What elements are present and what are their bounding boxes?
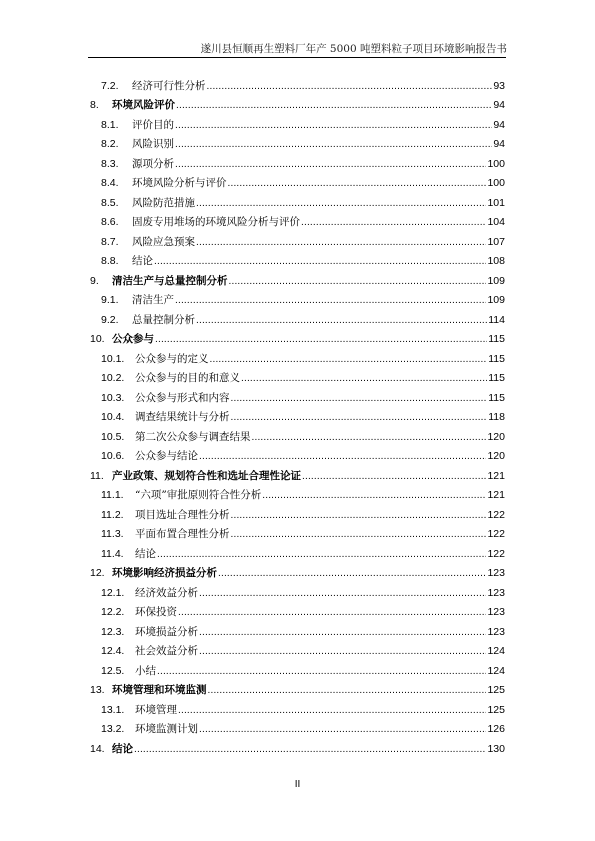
toc-entry-title: 环境损益分析 (135, 625, 198, 638)
toc-entry[interactable] (90, 131, 505, 151)
toc-entry[interactable] (90, 150, 505, 170)
toc-entry-number: 13.1. (101, 703, 125, 716)
toc-entry[interactable] (90, 579, 505, 599)
toc-entry-title: 风险识别 (132, 138, 174, 150)
toc-leader-dots (210, 353, 488, 365)
toc-entry-title: “六项”审批原则符合性分析 (135, 489, 262, 501)
toc-entry-title: 固废专用堆场的环境风险分析与评价 (132, 216, 300, 228)
toc-entry-number: 10.5. (101, 430, 125, 443)
toc-leader-dots (231, 528, 487, 540)
toc-leader-dots (134, 743, 486, 755)
toc-entry-number: 13.2. (101, 723, 125, 735)
toc-entry-page: 122 (487, 547, 505, 560)
toc-entry-page: 115 (488, 391, 505, 404)
toc-entry-number: 14. (90, 742, 105, 755)
toc-entry[interactable] (90, 482, 505, 502)
toc-entry-title: 环境风险评价 (112, 99, 175, 111)
toc-entry-title: 风险应急预案 (132, 235, 195, 248)
toc-leader-dots (196, 314, 487, 326)
toc-entry-number: 10.3. (101, 391, 125, 404)
toc-leader-dots (196, 197, 486, 209)
toc-entry-title: 产业政策、规划符合性和选址合理性论证 (112, 469, 301, 482)
running-header: 遂川县恒顺再生塑料厂年产 5000 吨塑料粒子项目环境影响报告书 (200, 43, 507, 55)
toc-entry-title: 源项分析 (132, 157, 174, 170)
toc-entry[interactable] (90, 189, 505, 209)
toc-entry[interactable] (90, 404, 505, 424)
toc-entry-page: 100 (487, 157, 505, 170)
toc-leader-dots (229, 275, 487, 287)
toc-entry-title: 公众参与结论 (135, 450, 198, 462)
toc-leader-dots (178, 704, 486, 716)
toc-entry-page: 125 (487, 684, 505, 696)
toc-entry-number: 10.1. (101, 352, 125, 365)
toc-entry-title: 清洁生产 (132, 294, 174, 306)
toc-entry[interactable] (90, 72, 505, 92)
toc-leader-dots (199, 645, 486, 657)
toc-entry-number: 8.6. (101, 216, 119, 228)
toc-entry-page: 121 (487, 489, 505, 501)
toc-leader-dots (208, 684, 487, 696)
toc-entry-number: 11. (90, 469, 104, 482)
toc-entry[interactable] (90, 501, 505, 521)
toc-entry-number: 11.4. (101, 547, 124, 560)
toc-entry-number: 8.1. (101, 118, 119, 131)
toc-entry-number: 8.8. (101, 255, 119, 267)
toc-entry-page: 122 (487, 528, 505, 540)
toc-entry-title: 小结 (135, 664, 156, 677)
toc-leader-dots (231, 392, 488, 404)
toc-leader-dots (175, 158, 486, 170)
toc-entry[interactable] (90, 384, 505, 404)
toc-entry[interactable] (90, 423, 505, 443)
toc-leader-dots (176, 99, 492, 111)
toc-leader-dots (196, 236, 486, 248)
toc-entry-page: 108 (487, 255, 505, 267)
toc-entry-page: 126 (487, 723, 505, 735)
toc-leader-dots (231, 509, 487, 521)
toc-entry[interactable] (90, 111, 505, 131)
toc-entry[interactable] (90, 716, 505, 736)
toc-entry-title: 环保投资 (135, 606, 177, 618)
toc-entry-page: 107 (487, 235, 505, 248)
toc-entry-title: 清洁生产与总量控制分析 (112, 274, 228, 287)
toc-entry-page: 123 (487, 625, 505, 638)
toc-entry-number: 10.4. (101, 411, 125, 423)
toc-entry[interactable] (90, 560, 505, 580)
toc-leader-dots (199, 723, 486, 735)
toc-entry-title: 调查结果统计与分析 (135, 411, 230, 423)
toc-entry-number: 12.5. (101, 664, 125, 677)
toc-entry-title: 第二次公众参与调查结果 (135, 430, 251, 443)
toc-entry[interactable] (90, 267, 505, 287)
toc-entry[interactable] (90, 287, 505, 307)
toc-entry-page: 130 (487, 742, 505, 755)
toc-leader-dots (175, 294, 486, 306)
toc-entry-title: 环境管理和环境监测 (112, 684, 207, 696)
toc-entry-number: 10.2. (101, 372, 125, 384)
toc-entry-title: 公众参与形式和内容 (135, 391, 230, 404)
toc-leader-dots (157, 548, 486, 560)
toc-entry-title: 环境管理 (135, 703, 177, 716)
toc-entry-title: 环境风险分析与评价 (132, 177, 227, 189)
toc-entry-page: 125 (487, 703, 505, 716)
toc-entry-page: 94 (493, 99, 505, 111)
toc-entry-number: 12. (90, 567, 105, 579)
toc-entry-page: 93 (493, 79, 505, 92)
toc-entry-number: 10.6. (101, 450, 125, 462)
toc-entry-number: 8. (90, 99, 99, 111)
toc-entry-title: 公众参与的定义 (135, 352, 209, 365)
toc-leader-dots (207, 80, 493, 92)
toc-leader-dots (231, 411, 488, 423)
page-number: II (294, 779, 301, 790)
toc-leader-dots (218, 567, 486, 579)
toc-entry-page: 124 (487, 664, 505, 677)
toc-entry-page: 123 (487, 606, 505, 618)
toc-entry[interactable] (90, 521, 505, 541)
toc-entry-title: 总量控制分析 (132, 313, 195, 326)
toc-entry[interactable] (90, 443, 505, 463)
toc-leader-dots (228, 177, 487, 189)
toc-entry-title: 经济效益分析 (135, 586, 198, 599)
toc-entry-title: 公众参与的目的和意义 (135, 372, 240, 384)
toc-leader-dots (199, 626, 486, 638)
toc-leader-dots (301, 216, 486, 228)
toc-entry-number: 12.2. (101, 606, 125, 618)
toc-entry-page: 120 (487, 450, 505, 462)
toc-leader-dots (155, 333, 487, 345)
toc-entry-number: 9.2. (101, 313, 119, 326)
table-of-contents (90, 72, 505, 755)
toc-entry[interactable] (90, 365, 505, 385)
toc-leader-dots (262, 489, 486, 501)
toc-entry-number: 8.4. (101, 177, 119, 189)
toc-entry-title: 评价目的 (132, 118, 174, 131)
toc-leader-dots (178, 606, 486, 618)
toc-entry-title: 环境影响经济损益分析 (112, 567, 217, 579)
toc-entry[interactable] (90, 638, 505, 658)
toc-leader-dots (175, 138, 492, 150)
toc-leader-dots (241, 372, 487, 384)
toc-entry-number: 8.3. (101, 157, 119, 170)
toc-entry[interactable] (90, 228, 505, 248)
toc-entry-page: 115 (488, 372, 505, 384)
toc-entry-title: 结论 (135, 547, 156, 560)
toc-entry-page: 100 (487, 177, 505, 189)
toc-entry-page: 121 (487, 469, 505, 482)
toc-entry-title: 项目选址合理性分析 (135, 508, 230, 521)
toc-entry-number: 11.3. (101, 528, 124, 540)
toc-entry-page: 109 (487, 274, 505, 287)
toc-entry-title: 结论 (132, 255, 153, 267)
toc-entry-number: 8.7. (101, 235, 119, 248)
toc-entry-title: 社会效益分析 (135, 645, 198, 657)
toc-entry-number: 12.3. (101, 625, 125, 638)
toc-entry[interactable] (90, 92, 505, 112)
toc-entry-number: 11.2. (101, 508, 124, 521)
toc-entry[interactable] (90, 696, 505, 716)
toc-entry-title: 平面布置合理性分析 (135, 528, 230, 540)
toc-entry-number: 9. (90, 274, 99, 287)
toc-entry[interactable] (90, 209, 505, 229)
toc-entry[interactable] (90, 170, 505, 190)
toc-leader-dots (154, 255, 486, 267)
toc-entry-title: 公众参与 (112, 333, 154, 345)
toc-entry-number: 12.1. (101, 586, 125, 599)
toc-entry[interactable] (90, 326, 505, 346)
toc-leader-dots (199, 587, 486, 599)
toc-leader-dots (175, 119, 492, 131)
toc-entry-page: 123 (487, 567, 505, 579)
header-rule (88, 57, 506, 58)
toc-entry-page: 94 (493, 138, 505, 150)
toc-entry[interactable] (90, 657, 505, 677)
toc-entry[interactable] (90, 540, 505, 560)
toc-entry-title: 经济可行性分析 (132, 79, 206, 92)
toc-leader-dots (252, 431, 487, 443)
toc-entry-page: 101 (487, 196, 505, 209)
toc-entry-page: 104 (487, 216, 505, 228)
toc-leader-dots (199, 450, 486, 462)
toc-entry-number: 13. (90, 684, 105, 696)
toc-entry-number: 8.2. (101, 138, 119, 150)
toc-entry-title: 环境监测计划 (135, 723, 198, 735)
toc-entry[interactable] (90, 462, 505, 482)
toc-entry-page: 115 (488, 333, 505, 345)
toc-entry[interactable] (90, 599, 505, 619)
toc-entry-title: 风险防范措施 (132, 196, 195, 209)
toc-entry-number: 7.2. (101, 79, 119, 92)
toc-leader-dots (157, 665, 486, 677)
toc-entry-page: 109 (487, 294, 505, 306)
toc-entry-number: 12.4. (101, 645, 125, 657)
toc-entry-page: 118 (488, 411, 505, 423)
toc-leader-dots (302, 470, 486, 482)
toc-entry[interactable] (90, 345, 505, 365)
toc-entry[interactable] (90, 735, 505, 755)
toc-entry-number: 10. (90, 333, 105, 345)
toc-entry-page: 120 (487, 430, 505, 443)
toc-entry-number: 11.1. (101, 489, 124, 501)
toc-entry[interactable] (90, 677, 505, 697)
toc-entry-title: 结论 (112, 742, 133, 755)
toc-entry[interactable] (90, 618, 505, 638)
toc-entry-page: 94 (493, 118, 505, 131)
toc-entry[interactable] (90, 306, 505, 326)
toc-entry-number: 9.1. (101, 294, 119, 306)
toc-entry-page: 115 (488, 352, 505, 365)
toc-entry-page: 124 (487, 645, 505, 657)
toc-entry-page: 123 (487, 586, 505, 599)
toc-entry-page: 122 (487, 508, 505, 521)
toc-entry-page: 114 (488, 313, 505, 326)
toc-entry[interactable] (90, 248, 505, 268)
toc-entry-number: 8.5. (101, 196, 119, 209)
